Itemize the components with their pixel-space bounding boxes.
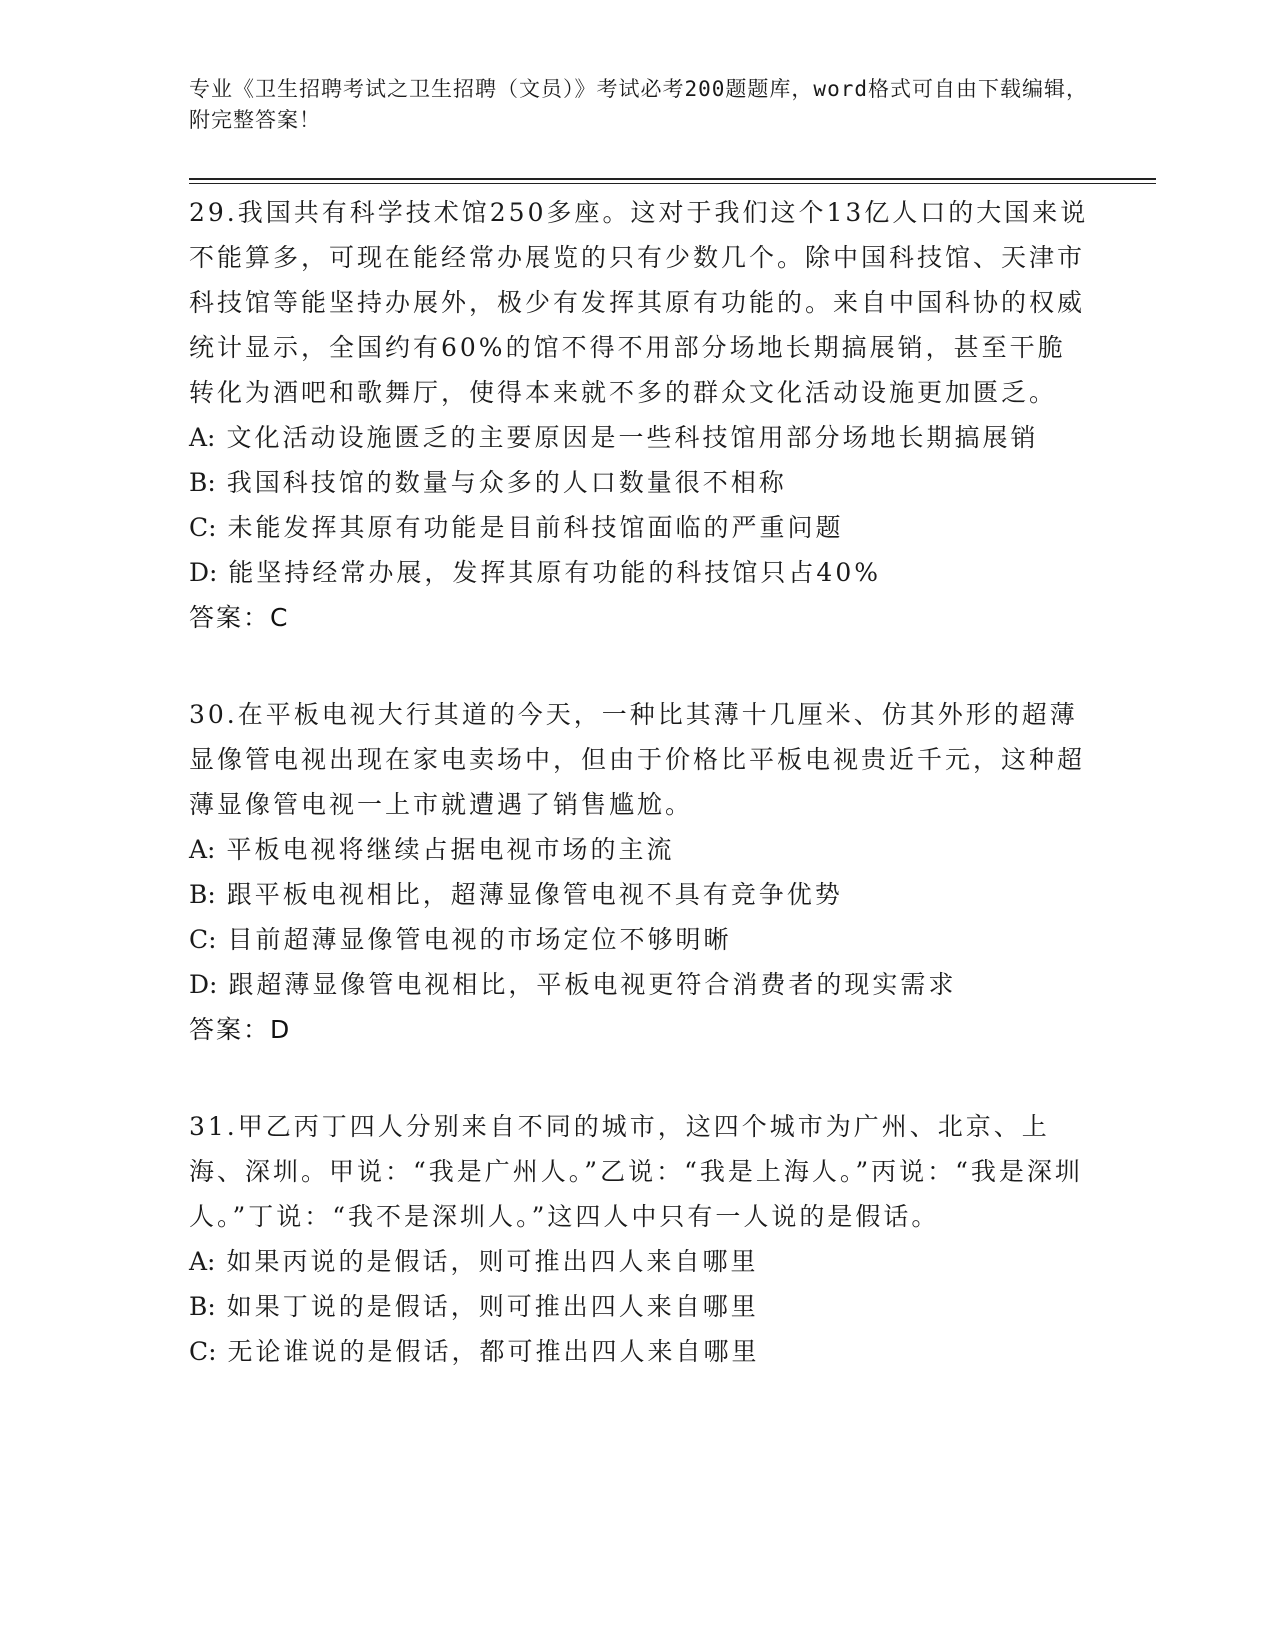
document-header — [189, 74, 1089, 136]
option-a — [189, 1239, 1089, 1284]
option-b — [189, 460, 1089, 505]
option-text: 文化活动设施匮乏的主要原因是一些科技馆用部分场地长期搞展销 — [226, 423, 1039, 452]
option-key: A: — [189, 423, 216, 452]
option-key: B: — [189, 880, 216, 909]
option-key: C: — [189, 1337, 217, 1366]
question-29 — [189, 190, 1089, 640]
option-key: A: — [189, 1247, 216, 1276]
header-divider-thin — [189, 183, 1156, 184]
option-key: D: — [189, 970, 218, 999]
question-stem: 30.在平板电视大行其道的今天，一种比其薄十几厘米、仿其外形的超薄显像管电视出现在家电卖场中，但由于价格比平板电视贵近千元，这种超薄显像管电视一上市就遭遇了销售尴尬。 — [189, 700, 1086, 819]
question-31 — [189, 1104, 1089, 1374]
option-key: A: — [189, 835, 216, 864]
option-text: 如果丁说的是假话，则可推出四人来自哪里 — [226, 1292, 759, 1321]
question-stem: 29.我国共有科学技术馆250多座。这对于我们这个13亿人口的大国来说不能算多，可现在能经常办展览的只有少数几个。除中国科技馆、天津市科技馆等能坚持办展外，极少有发挥其原有功能的。来自中国科协的权威统计显示，全国约有60%的馆不得不用部分场地长期搞展销，甚至干脆转化为酒吧和歌舞厅，使得本来就不多的群众文化活动设施更加匮乏。 — [189, 198, 1089, 407]
option-a — [189, 415, 1089, 460]
option-key: B: — [189, 1292, 216, 1321]
option-text: 跟超薄显像管电视相比，平板电视更符合消费者的现实需求 — [228, 970, 957, 999]
option-c — [189, 1329, 1089, 1374]
option-d — [189, 550, 1089, 595]
option-text: 我国科技馆的数量与众多的人口数量很不相称 — [226, 468, 787, 497]
option-a — [189, 827, 1089, 872]
question-30 — [189, 692, 1089, 1052]
answer-label: 答案：D — [189, 1015, 292, 1044]
option-text: 跟平板电视相比，超薄显像管电视不具有竞争优势 — [226, 880, 843, 909]
option-key: D: — [189, 558, 218, 587]
option-key: C: — [189, 513, 217, 542]
option-key: B: — [189, 468, 216, 497]
option-b — [189, 872, 1089, 917]
option-text: 如果丙说的是假话，则可推出四人来自哪里 — [226, 1247, 759, 1276]
answer-label: 答案：C — [189, 603, 290, 632]
option-text: 能坚持经常办展，发挥其原有功能的科技馆只占40% — [228, 558, 881, 587]
option-text: 平板电视将继续占据电视市场的主流 — [226, 835, 675, 864]
header-divider — [189, 178, 1156, 180]
question-list — [189, 190, 1089, 1426]
option-text: 无论谁说的是假话，都可推出四人来自哪里 — [227, 1337, 760, 1366]
option-c — [189, 505, 1089, 550]
option-b — [189, 1284, 1089, 1329]
question-stem: 31.甲乙丙丁四人分别来自不同的城市，这四个城市为广州、北京、上海、深圳。甲说：“我是广州人。”乙说：“我是上海人。”丙说：“我是深圳人。”丁说：“我不是深圳人。”这四人中只有一人说的是假话。 — [189, 1112, 1083, 1231]
option-key: C: — [189, 925, 217, 954]
header-title: 专业《卫生招聘考试之卫生招聘（文员）》考试必考200题题库，word格式可自由下载编辑，附完整答案！ — [189, 77, 1088, 132]
option-d — [189, 962, 1089, 1007]
option-c — [189, 917, 1089, 962]
option-text: 目前超薄显像管电视的市场定位不够明晰 — [227, 925, 732, 954]
option-text: 未能发挥其原有功能是目前科技馆面临的严重问题 — [227, 513, 844, 542]
